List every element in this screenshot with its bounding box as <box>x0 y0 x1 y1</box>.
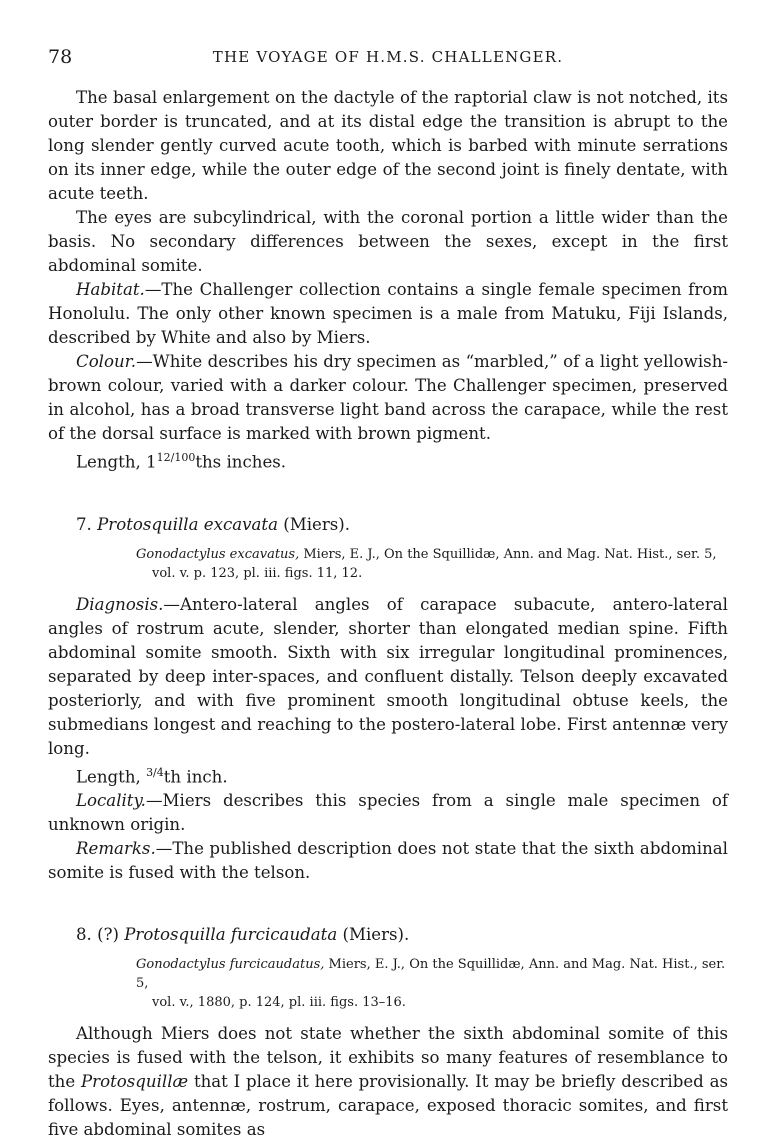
colour-text: —White describes his dry specimen as “marbled,” of a light yellowish-brown colour, varied with a darker colour. The Challenger specimen, preserved in alcohol, has a broad transverse light band across the carapace, while the rest of the dorsal surface is marked with brown pigment. <box>48 352 728 443</box>
page-number: 78 <box>48 46 73 68</box>
species-number: 8. (?) <box>76 925 119 945</box>
species-name: Protosquilla excavata <box>97 514 278 534</box>
citation-line2: vol. v. p. 123, pl. iii. figs. 11, 12. <box>152 565 363 581</box>
length-prefix: Length, 1 <box>76 452 157 472</box>
citation-7 <box>136 545 728 583</box>
remarks-heading: Remarks. <box>76 839 156 859</box>
length-fraction: 3/4 <box>146 765 164 779</box>
citation-genus: Gonodactylus excavatus, <box>136 546 300 562</box>
paragraph-diagnosis <box>48 593 728 761</box>
citation-line1: Miers, E. J., On the Squillidæ, Ann. and Mag. Nat. Hist., ser. 5, <box>136 957 726 992</box>
paragraph-colour <box>48 350 728 446</box>
species-heading-7 <box>76 513 728 537</box>
length-suffix: ths inches. <box>195 452 287 472</box>
final-genus: Protosquillæ <box>81 1072 189 1092</box>
paragraph-habitat <box>48 278 728 350</box>
paragraph-eyes: The eyes are subcylindrical, with the coronal portion a little wider than the basis. No secondary differences between the sexes, except in the first abdominal somite. <box>48 208 728 275</box>
species-name: Protosquilla furcicaudata <box>124 925 338 945</box>
paragraph-furcicaudata <box>48 1022 728 1142</box>
habitat-heading: Habitat. <box>76 280 145 299</box>
locality-heading: Locality. <box>76 791 146 811</box>
running-title: THE VOYAGE OF H.M.S. CHALLENGER. <box>212 48 564 66</box>
paragraph-raptorial-claw: The basal enlargement on the dactyle of the raptorial claw is not notched, its outer border is truncated, and at its distal edge the transition is abrupt to the long slender gently curved acute tooth, which is barbed with minute serrations on its inner edge, while the outer edge of the second joint is finely dentate, with acute teeth. <box>48 88 728 203</box>
length-excavata <box>48 761 728 790</box>
species-author: (Miers). <box>342 925 410 945</box>
species-author: (Miers). <box>283 514 351 534</box>
length-excavata-prior <box>48 446 728 475</box>
page-header <box>48 46 728 68</box>
length-fraction: 12/100 <box>156 451 196 464</box>
citation-8 <box>136 955 728 1012</box>
citation-line2: vol. v., 1880, p. 124, pl. iii. figs. 13–16. <box>152 995 406 1011</box>
colour-heading: Colour. <box>76 352 137 371</box>
final-text-1: Although Miers does not state whether the sixth abdominal somite of this species is fused with the telson, it exhibits so many features of resemblance to the <box>48 1024 728 1092</box>
habitat-text: —The Challenger collection contains a single female specimen from Honolulu. The only other known specimen is a male from Matuku, Fiji Islands, described by White and also by Miers. <box>48 280 728 347</box>
length-prefix: Length, <box>76 767 141 787</box>
remarks-text: —The published description does not state that the sixth abdominal somite is fused with the telson. <box>48 839 728 883</box>
page-body <box>48 86 728 1142</box>
species-number: 7. <box>76 514 92 534</box>
length-suffix: th inch. <box>163 767 228 787</box>
diagnosis-heading: Diagnosis. <box>76 594 164 614</box>
diagnosis-text: —Antero-lateral angles of carapace subacute, antero-lateral angles of rostrum acute, slender, shorter than elongated median spine. Fifth abdominal somite smooth. Sixth with six irregular longitudinal prominences, separated by deep inter-spaces, and confluent distally. Telson deeply excavated posteriorly, and with five prominent smooth longitudinal obtuse keels, the submedians longest and reaching to the postero-lateral lobe. First antennæ very long. <box>48 594 728 758</box>
citation-line1: Miers, E. J., On the Squillidæ, Ann. and Mag. Nat. Hist., ser. 5, <box>303 546 717 562</box>
paragraph-remarks <box>48 837 728 885</box>
citation-genus: Gonodactylus furcicaudatus, <box>136 957 325 973</box>
species-heading-8 <box>76 923 728 947</box>
final-text-2: that I place it here provisionally. It may be briefly described as follows. Eyes, antennæ, rostrum, carapace, exposed thoracic somites, and first five abdominal somites as <box>48 1072 728 1140</box>
paragraph-locality <box>48 789 728 837</box>
locality-text: —Miers describes this species from a single male specimen of unknown origin. <box>48 791 728 835</box>
